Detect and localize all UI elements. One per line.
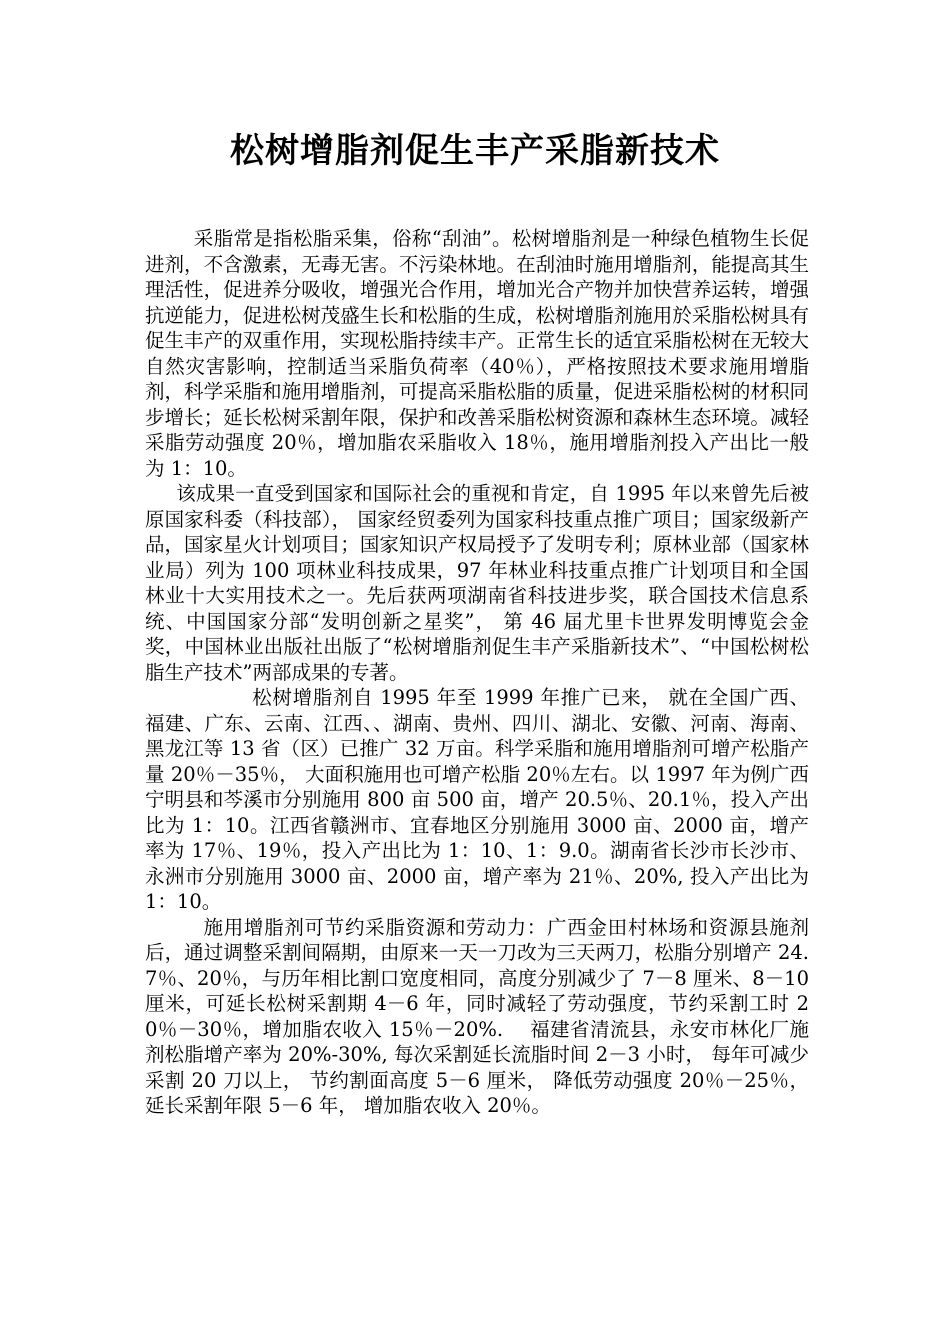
paragraph-resin-tapping-intro: 采脂常是指松脂采集，俗称“刮油”。松树增脂剂是一种绿色植物生长促进剂，不含激素，无毒无害。不污染林地。在刮油时施用增脂剂，能提高其生理活性，促进养分吸收，增强光合作用，增加光合产物并加快营养运转，增强抗逆能力，促进松树茂盛生长和松脂的生成，松树增脂剂施用於采脂松树具有促生丰产的双重作用，实现松脂持续丰产。正常生长的适宜采脂松树在无较大自然灾害影响，控制适当采脂负荷率（40％），严格按照技术要求施用增脂剂，科学采脂和施用增脂剂，可提高采脂松脂的质量，促进采脂松树的材积同步增长；延长松树采割年限，保护和改善采脂松树资源和森林生态环境。减轻采脂劳动强度 20％，增加脂农采脂收入 18％，施用增脂剂投入产出比一般为 1：10。 — [145, 227, 809, 480]
paragraph-labor-saving: 施用增脂剂可节约采脂资源和劳动力：广西金田村林场和资源县施剂后，通过调整采割间隔期，由原来一天一刀改为三天两刀，松脂分别增产 24.7％、20％，与历年相比割口宽度相同，高度分别减少了 7－8 厘米、8－10 厘米，可延长松树采割期 4－6 年，同时减轻了劳动强度，节约采割工时 20％－30％，增加脂农收入 15％－20%. 福建省清流县，永安市林化厂施剂松脂增产率为 20%-30%, 每次采割延长流脂时间 2－3 小时， 每年可减少采割 20 刀以上， 节约割面高度 5－6 厘米， 降低劳动强度 20％－25％， 延长采割年限 5－6 年， 增加脂农收入 20％。 — [145, 915, 809, 1117]
document-body — [145, 226, 809, 1119]
paragraph-achievements: 该成果一直受到国家和国际社会的重视和肯定，自 1995 年以来曾先后被原国家科委（科技部）， 国家经贸委列为国家科技重点推广项目；国家级新产品，国家星火计划项目；国家知识产权局授予了发明专利；原林业部（国家林业局）列为 100 项林业科技成果，97 年林业科技重点推广计划项目和全国林业十大实用技术之一。先后获两项湖南省科技进步奖，联合国技术信息系统、中国国家分部“发明创新之星奖”， 第 46 届尤里卡世界发明博览会金奖，中国林业出版社出版了“松树增脂剂促生丰产采脂新技术”、“中国松树松脂生产技术”两部成果的专著。 — [145, 482, 809, 684]
document-title: 松树增脂剂促生丰产采脂新技术 — [230, 131, 720, 171]
paragraph-promotion-results: 松树增脂剂自 1995 年至 1999 年推广已来， 就在全国广西、福建、广东、云南、江西、、湖南、贵州、四川、湖北、安徽、河南、海南、黑龙江等 13 省（区）已推广 32 万亩。科学采脂和施用增脂剂可增产松脂产量 20％－35％， 大面积施用也可增产松脂 20％左右。以 1997 年为例广西宁明县和芩溪市分别施用 800 亩 500 亩，增产 20.5％、20.1％，投入产出比为 1：10。江西省赣洲市、宜春地区分别施用 3000 亩、2000 亩，增产率为 17％、19％，投入产出比为 1：10、1：9.0。湖南省长沙市长沙市、永洲市分别施用 3000 亩、2000 亩，增产率为 21％、20%, 投入产出比为 1：10。 — [145, 686, 809, 913]
